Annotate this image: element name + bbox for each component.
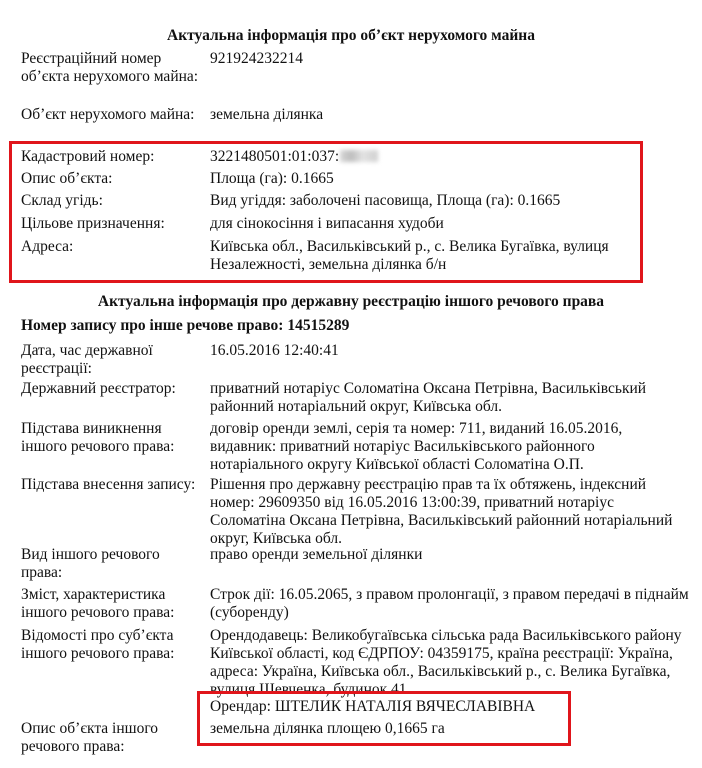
section1-title: Актуальна інформація про об’єкт нерухомого майна — [167, 27, 535, 44]
field-value-registration-number: 921924232214 — [210, 50, 303, 67]
field-value-property-object: земельна ділянка — [210, 106, 324, 123]
field-label-address: Адреса: — [21, 238, 74, 255]
field-value-land-composition: Вид угіддя: заболочені пасовища, Площа (га): 0.1665 — [210, 192, 561, 209]
field-value-purpose: для сінокосіння і випасання худоби — [210, 215, 444, 232]
record-number: Номер запису про інше речове право: 14515289 — [21, 317, 350, 334]
field-value-right-object-description: земельна ділянка площею 0,1665 га — [210, 720, 445, 737]
cadastral-number-text: 3221480501:01:037: — [210, 148, 340, 165]
field-value-cadastral-number — [210, 148, 690, 166]
field-value-tenant: Орендар: ШТЕЛИК НАТАЛІЯ ВЯЧЕСЛАВІВНА — [210, 698, 536, 715]
field-label-purpose: Цільове призначення: — [21, 215, 165, 232]
section2-title: Актуальна інформація про державну реєстрацію іншого речового права — [97, 293, 605, 310]
field-label-property-object: Об’єкт нерухомого майна: — [21, 106, 195, 123]
field-value-registration-datetime: 16.05.2016 12:40:41 — [210, 342, 339, 359]
field-value-right-type: право оренди земельної ділянки — [210, 546, 423, 563]
field-value-right-basis: договір оренди землі, серія та номер: 711, виданий 16.05.2016, видавник: приватний нотаріус Васильківського районного нотаріального округу Київської області Соломатіна О.П. — [210, 420, 623, 473]
field-value-right-content: Строк дії: 16.05.2065, з правом пролонгації, з правом передачі в піднайм (суборенду) — [210, 586, 689, 621]
field-label-right-type: Вид іншого речового права: — [21, 546, 160, 581]
field-label-registration-number: Реєстраційний номер об’єкта нерухомого майна: — [21, 50, 199, 85]
field-label-entry-basis: Підстава внесення запису: — [21, 476, 196, 493]
field-label-subject-info: Відомості про суб’єкта іншого речового права: — [21, 627, 175, 662]
field-value-registrar: приватний нотаріус Соломатіна Оксана Петрівна, Васильківський районний нотаріальний округ, Київська обл. — [210, 380, 647, 415]
field-label-right-object-description: Опис об’єкта іншого речового права: — [21, 720, 159, 755]
field-label-land-composition: Склад угідь: — [21, 192, 103, 209]
field-label-right-basis: Підстава виникнення іншого речового права: — [21, 420, 175, 455]
field-value-subject-info: Орендодавець: Великобугаївська сільська рада Васильківського району Київської області, код ЄДРПОУ: 04359175, країна реєстрації: Україна, адреса: Україна, Київська обл., Васильківський р., с. Велика Бугаївка, вулиця Шевченка, будинок 41 — [210, 627, 682, 698]
field-label-right-content: Зміст, характеристика іншого речового права: — [21, 586, 175, 621]
field-label-registrar: Державний реєстратор: — [21, 380, 176, 397]
field-value-object-description: Площа (га): 0.1665 — [210, 170, 334, 187]
field-label-object-description: Опис об’єкта: — [21, 170, 113, 187]
field-value-entry-basis: Рішення про державну реєстрацію прав та їх обтяжень, індексний номер: 29609350 від 16.05.2016 13:00:39, приватний нотаріус Соломатіна Оксана Петрівна, Васильківський районний нотаріальний округ, Київська обл. — [210, 476, 673, 547]
field-value-address: Київська обл., Васильківський р., с. Велика Бугаївка, вулиця Незалежності, земельна ділянка б/н — [210, 238, 609, 273]
field-label-cadastral-number: Кадастровий номер: — [21, 148, 155, 165]
redacted-blur — [340, 150, 378, 162]
field-label-registration-datetime: Дата, час державної реєстрації: — [21, 342, 153, 377]
